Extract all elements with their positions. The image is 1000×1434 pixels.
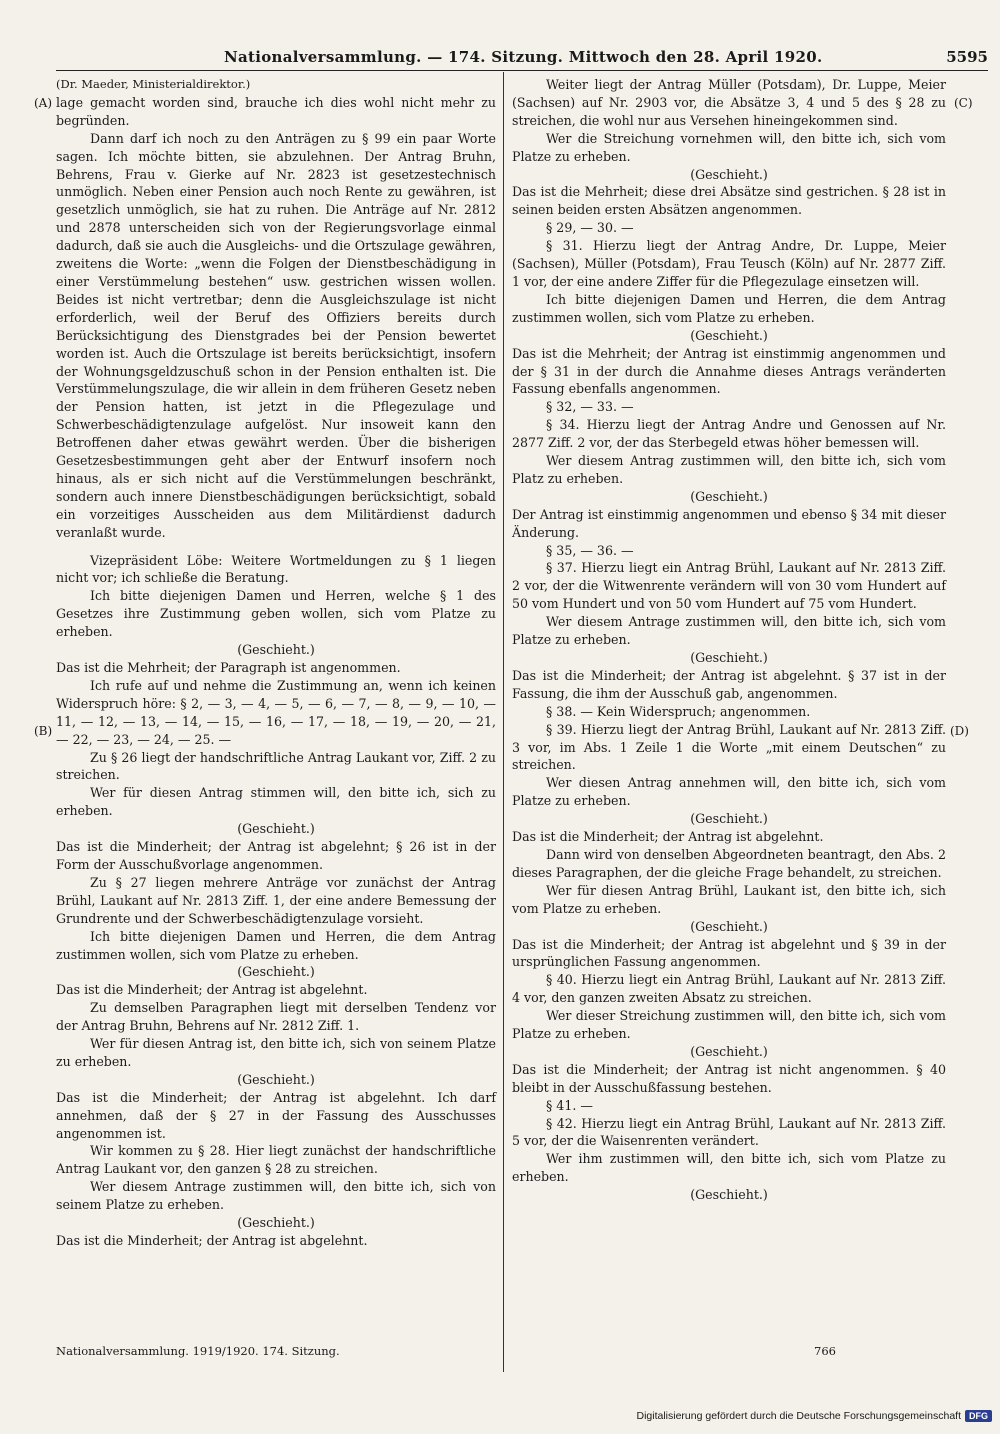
paragraph: Das ist die Minderheit; der Antrag ist abgelehnt und § 39 in der ursprünglichen Fassung angenommen. xyxy=(512,936,946,970)
paragraph: Das ist die Mehrheit; der Paragraph ist angenommen. xyxy=(56,660,401,675)
paragraph: § 31. Hierzu liegt der Antrag Andre, Dr. Luppe, Meier (Sachsen), Müller (Potsdam), Frau Teusch (Köln) auf Nr. 2877 Ziff. 1 vor, der eine andere Ziffer für die Pflegezulage einsetzen will. xyxy=(512,238,946,289)
paragraph: § 35, — 36. — xyxy=(546,542,634,558)
running-header xyxy=(56,44,988,71)
paragraph: Das ist die Minderheit; der Antrag ist abgelehnt. xyxy=(56,1233,368,1248)
stage-direction: (Geschieht.) xyxy=(690,1187,768,1203)
stage-direction: (Geschieht.) xyxy=(237,1215,315,1231)
paragraph: Das ist die Minderheit; der Antrag ist abgelehnt. § 37 ist in der Fassung, die ihm der Ausschuß gab, angenommen. xyxy=(512,667,946,701)
paragraph: § 39. Hierzu liegt der Antrag Brühl, Laukant auf Nr. 2813 Ziff. 3 vor, im Abs. 1 Zeile 1 die Worte „mit einem Deutschen“ zu streichen. xyxy=(512,721,946,773)
stage-direction: (Geschieht.) xyxy=(690,918,768,934)
paragraph: Zu § 26 liegt der handschriftliche Antrag Laukant vor, Ziff. 2 zu streichen. xyxy=(56,749,496,783)
paragraph: Wer diesem Antrag zustimmen will, den bitte ich, sich vom Platz zu erheben. xyxy=(512,453,946,486)
digitization-credit xyxy=(636,1410,992,1422)
paragraph: Das ist die Minderheit; der Antrag ist abgelehnt. xyxy=(512,829,824,845)
paragraph: Wer die Streichung vornehmen will, den bitte ich, sich vom Platze zu erheben. xyxy=(512,130,946,164)
paragraph: Vizepräsident Löbe: Weitere Wortmeldungen zu § 1 liegen nicht vor; ich schließe die Beratung. xyxy=(56,552,496,586)
paragraph: lage gemacht worden sind, brauche ich dies wohl nicht mehr zu begründen. xyxy=(56,94,496,128)
paragraph: § 34. Hierzu liegt der Antrag Andre und Genossen auf Nr. 2877 Ziff. 2 vor, der das Sterbegeld etwas höher bemessen will. xyxy=(512,417,946,451)
paragraph: § 29, — 30. — xyxy=(546,220,634,236)
margin-marker-a: (A) xyxy=(34,96,53,110)
paragraph: (Dr. Maeder, Ministerialdirektor.) xyxy=(56,77,251,91)
paragraph: § 42. Hierzu liegt ein Antrag Brühl, Laukant auf Nr. 2813 Ziff. 5 vor, der die Waisenrenten verändert. xyxy=(512,1115,946,1149)
paragraph: Ich bitte diejenigen Damen und Herren, die dem Antrag zustimmen wollen, sich vom Platze zu erheben. xyxy=(512,291,946,325)
margin-marker-c: (C) xyxy=(954,96,973,110)
stage-direction: (Geschieht.) xyxy=(237,821,315,837)
paragraph: § 40. Hierzu liegt ein Antrag Brühl, Laukant auf Nr. 2813 Ziff. 4 vor, den ganzen zweiten Absatz zu streichen. xyxy=(512,972,946,1006)
dfg-logo-icon: DFG xyxy=(965,1410,992,1422)
paragraph: Ich bitte diejenigen Damen und Herren, die dem Antrag zustimmen wollen, sich vom Platze zu erheben. xyxy=(56,928,496,962)
stage-direction: (Geschieht.) xyxy=(237,642,315,658)
stage-direction: (Geschieht.) xyxy=(237,964,315,980)
right-column xyxy=(512,76,946,1204)
paragraph: Wer ihm zustimmen will, den bitte ich, sich vom Platze zu erheben. xyxy=(512,1151,946,1185)
stage-direction: (Geschieht.) xyxy=(690,650,768,665)
paragraph: Ich bitte diejenigen Damen und Herren, welche § 1 des Gesetzes ihre Zustimmung geben wollen, sich vom Platze zu erheben. xyxy=(56,588,496,640)
page-number: 5595 xyxy=(946,48,988,66)
paragraph: Das ist die Minderheit; der Antrag ist abgelehnt; § 26 ist in der Form der Ausschußvorlage angenommen. xyxy=(56,839,496,872)
footer-sheet-number: 766 xyxy=(814,1344,836,1358)
paragraph: Das ist die Minderheit; der Antrag ist abgelehnt. xyxy=(56,982,368,998)
margin-marker-b: (B) xyxy=(34,724,53,738)
paragraph: Dann wird von denselben Abgeordneten beantragt, den Abs. 2 dieses Paragraphen, der die gleiche Frage behandelt, zu streichen. xyxy=(512,846,946,880)
footer-signature: Nationalversammlung. 1919/1920. 174. Sitzung. xyxy=(56,1344,340,1358)
paragraph: § 37. Hierzu liegt ein Antrag Brühl, Laukant auf Nr. 2813 Ziff. 2 vor, der die Witwenrente verändern will von 30 vom Hundert auf 50 vom Hundert und von 50 vom Hundert auf 75 vom Hundert. xyxy=(512,560,946,612)
stage-direction: (Geschieht.) xyxy=(690,327,768,343)
left-column xyxy=(56,76,496,1250)
margin-marker-d: (D) xyxy=(950,724,969,738)
paragraph: Ich rufe auf und nehme die Zustimmung an, wenn ich keinen Widerspruch höre: § 2, — 3, — 4, — 5, — 6, — 7, — 8, — 9, — 10, — 11, — 12, — 13, — 14, — 15, — 16, — 17, — 18, — 19, — 20, — 21, — 22, — 23, — 24, — 25. — xyxy=(56,677,496,747)
credit-text: Digitalisierung gefördert durch die Deutsche Forschungsgemeinschaft xyxy=(636,1410,961,1422)
stage-direction: (Geschieht.) xyxy=(690,488,768,504)
column-divider xyxy=(503,72,504,1372)
paragraph: § 32, — 33. — xyxy=(546,399,634,415)
header-title: Nationalversammlung. — 174. Sitzung. Mittwoch den 28. April 1920. xyxy=(224,48,823,66)
stage-direction: (Geschieht.) xyxy=(690,166,768,182)
paragraph: § 41. — xyxy=(546,1097,593,1113)
paragraph: Dann darf ich noch zu den Anträgen zu § 99 ein paar Worte sagen. Ich möchte bitten, sie abzulehnen. Der Antrag Bruhn, Behrens, Frau v. Gierke auf Nr. 2823 ist gesetzestechnisch unmöglich. Neben einer Pension auch noch Rente zu gewähren, ist gesetzlich unmöglich, sie hat zu ruhen. Die Anträge auf Nr. 2812 und 2878 unterscheiden sich von der Regierungsvorlage einmal dadurch, daß sie auch die Ausgleichs- und die Ortszulage gewähren, zweitens die Worte: „wenn die Folgen der Dienstbeschädigung in einer Verstümmelung bestehen“ usw. gestrichen wissen wollen. Beides ist nicht vertretbar; denn die Ausgleichszulage ist nicht erforderlich, weil der Beruf des Offiziers bereits durch Berücksichtigung des Dienstgrades bei der Pension bewertet worden ist. Auch die Ortszulage ist bereits berücksichtigt, insofern der Wohnungsgeldzuschuß schon in der Pension enthalten ist. Die Verstümmelungszulage, die wir allein in dem früheren Gesetz neben der Pension hatten, ist jetzt in die Pflegezulage und Schwerbeschädigtenzulage aufgelöst. Nur insoweit kann den Betroffenen daher etwas gewährt werden. Über die bisherigen Gesetzesbestimmungen geht aber der Entwurf insofern noch hinaus, als er sich nicht auf die Verstümmelungen beschränkt, sondern auch innere Dienstbeschädigungen berücksichtigt, sobald ein vorzeitiges Ausscheiden aus dem Militärdienst dadurch veranlaßt wurde. xyxy=(56,130,496,540)
stage-direction: (Geschieht.) xyxy=(237,1071,315,1087)
paragraph: Weiter liegt der Antrag Müller (Potsdam), Dr. Luppe, Meier (Sachsen) auf Nr. 2903 vor, die Absätze 3, 4 und 5 des § 28 zu streichen, die wohl nur aus Versehen hineingekommen sind. xyxy=(512,77,946,128)
paragraph: Der Antrag ist einstimmig angenommen und ebenso § 34 mit dieser Änderung. xyxy=(512,506,946,540)
stage-direction: (Geschieht.) xyxy=(690,811,768,827)
paragraph: Wer für diesen Antrag ist, den bitte ich, sich von seinem Platze zu erheben. xyxy=(56,1036,496,1069)
paragraph: Das ist die Mehrheit; der Antrag ist einstimmig angenommen und der § 31 in der durch die Annahme dieses Antrags veränderten Fassung ebenfalls angenommen. xyxy=(512,345,946,397)
paragraph: § 38. — Kein Widerspruch; angenommen. xyxy=(546,703,811,719)
paragraph: Zu demselben Paragraphen liegt mit derselben Tendenz vor der Antrag Bruhn, Behrens auf Nr. 2812 Ziff. 1. xyxy=(56,1000,496,1034)
paragraph: Wer dieser Streichung zustimmen will, den bitte ich, sich vom Platze zu erheben. xyxy=(512,1008,946,1042)
paragraph: Das ist die Mehrheit; diese drei Absätze sind gestrichen. § 28 ist in seinen beiden ersten Absätzen angenommen. xyxy=(512,184,946,218)
paragraph: Wer für diesen Antrag stimmen will, den bitte ich, sich zu erheben. xyxy=(56,785,496,819)
paragraph: Wer diesem Antrage zustimmen will, den bitte ich, sich von seinem Platze zu erheben. xyxy=(56,1179,496,1213)
paragraph: Wer für diesen Antrag Brühl, Laukant ist, den bitte ich, sich vom Platze zu erheben. xyxy=(512,882,946,916)
paragraph: Zu § 27 liegen mehrere Anträge vor zunächst der Antrag Brühl, Laukant auf Nr. 2813 Ziff. 1, der eine andere Bemessung der Grundrente und der Schwerbeschädigtenzulage vorsieht. xyxy=(56,874,496,926)
paragraph: Das ist die Minderheit; der Antrag ist abgelehnt. Ich darf annehmen, daß der § 27 in der Fassung des Ausschusses angenommen ist. xyxy=(56,1089,496,1141)
paragraph: Wer diesen Antrag annehmen will, den bitte ich, sich vom Platze zu erheben. xyxy=(512,775,946,809)
paragraph: Das ist die Minderheit; der Antrag ist nicht angenommen. § 40 bleibt in der Ausschußfassung bestehen. xyxy=(512,1061,946,1095)
paragraph: Wer diesem Antrage zustimmen will, den bitte ich, sich vom Platze zu erheben. xyxy=(512,614,946,648)
stage-direction: (Geschieht.) xyxy=(690,1043,768,1059)
paragraph: Wir kommen zu § 28. Hier liegt zunächst der handschriftliche Antrag Laukant vor, den ganzen § 28 zu streichen. xyxy=(56,1143,496,1177)
